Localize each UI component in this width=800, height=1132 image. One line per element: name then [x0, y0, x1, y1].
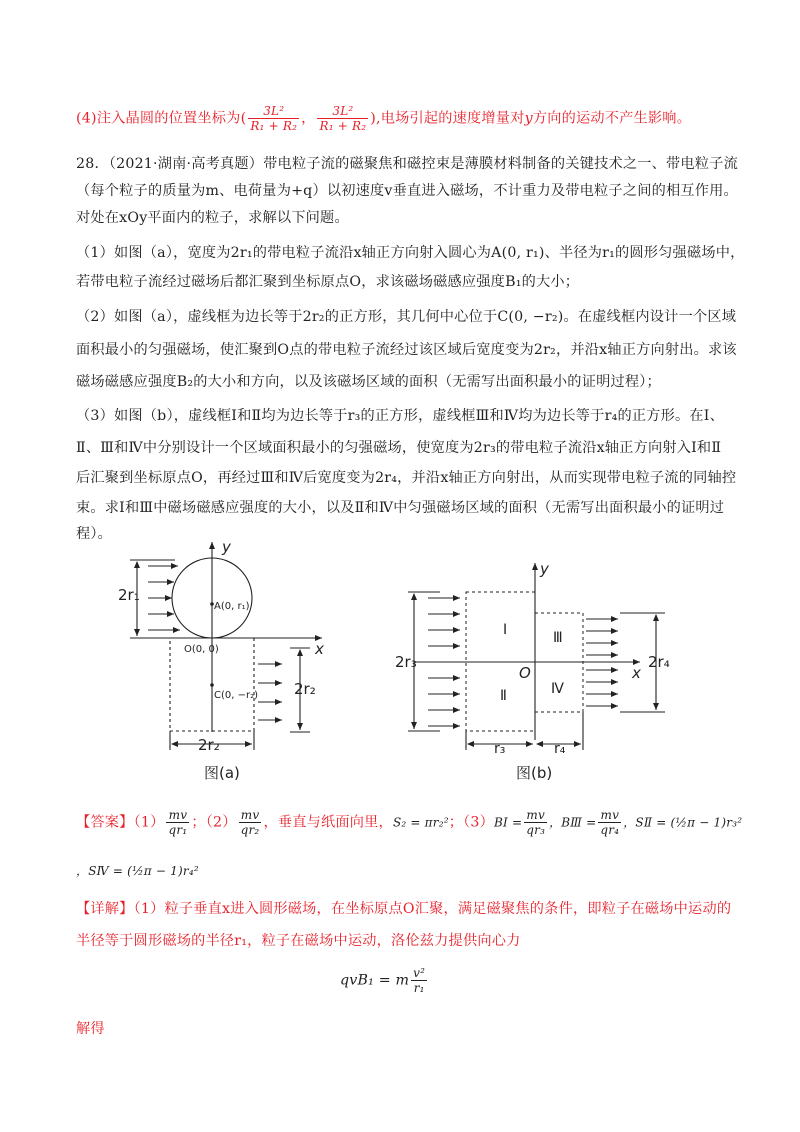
- problem-line-13: 程）。: [76, 526, 113, 542]
- answer-line-2: ，SⅣ = (½π − 1)r₄²: [76, 864, 199, 878]
- problem-line-1: 28．（2021·湖南·高考真题）带电粒子流的磁聚焦和磁控束是薄膜材料制备的关键技术之一、带电粒子流: [76, 156, 738, 172]
- fig-a-bottom-label: 2r₂: [198, 736, 220, 754]
- fig-b-x-label: x: [632, 664, 641, 682]
- fig-a-x-label: x: [315, 640, 324, 658]
- fig-b-region-iii: Ⅲ: [553, 630, 563, 646]
- fig-b-left-label: 2r₃: [395, 653, 417, 671]
- fig-b-region-iv: Ⅳ: [551, 681, 564, 697]
- detail-tag: 【详解】: [76, 901, 134, 917]
- fig-b-region-ii: Ⅱ: [500, 688, 507, 704]
- problem-line-7: 面积最小的匀强磁场，使汇聚到O点的带电粒子流经过该区域后宽度变为2r₂，并沿x轴正方向射出。求该: [76, 342, 737, 358]
- fraction: $\frac{mv}{\text{qr₁}}$: [168, 808, 188, 837]
- fig-a-width-label: 2r₁: [118, 586, 140, 604]
- problem-line-11: 后汇聚到坐标原点O，再经过Ⅲ和Ⅳ后宽度变为2r₄，并沿x轴正方向射出，从而实现带电粒子流的同轴控: [76, 470, 737, 486]
- fig-a-caption: 图(a): [204, 764, 240, 782]
- problem-line-2: （每个粒子的质量为m、电荷量为+q）以初速度v垂直进入磁场，不计重力及带电粒子之间的相互作用。: [76, 183, 738, 199]
- fig-b-right-label: 2r₄: [648, 653, 670, 671]
- fig-a-point-a: A(0, r₁): [214, 601, 250, 612]
- fraction: $\frac{\text{3L²}}{\text{R₁ + R₂}}$: [250, 104, 298, 133]
- answer-tag: 【答案】: [76, 814, 134, 831]
- fig-b-y-label: y: [540, 560, 549, 578]
- fig-a-right-label: 2r₂: [294, 680, 316, 698]
- problem-line-4: （1）如图（a），宽度为2r₁的带电粒子流沿x轴正方向射入圆心为A(0, r₁)、半径为r₁的圆形匀强磁场中，: [76, 245, 745, 261]
- problem-line-9: （3）如图（b），虚线框Ⅰ和Ⅱ均为边长等于r₃的正方形，虚线框Ⅲ和Ⅳ均为边长等于r₄的正方形。在Ⅰ、: [76, 408, 724, 424]
- problem-line-8: 磁场磁感应强度B₂的大小和方向，以及该磁场区域的面积（无需写出面积最小的证明过程）；: [76, 374, 661, 390]
- problem-line-12: 束。求Ⅰ和Ⅲ中磁场磁感应强度的大小，以及Ⅱ和Ⅳ中匀强磁场区域的面积（无需写出面积最小的证明过: [76, 500, 725, 516]
- figure-b: [395, 550, 680, 790]
- problem-line-3: 对处在xOy平面内的粒子，求解以下问题。: [76, 210, 349, 226]
- fraction: $\frac{mv}{\text{qr₃}}$: [526, 808, 546, 837]
- fig-b-caption: 图(b): [516, 764, 553, 782]
- fig-b-r3-label: r₃: [494, 741, 506, 757]
- fig-b-region-i: Ⅰ: [503, 622, 508, 638]
- problem-line-5: 若带电粒子流经过磁场后都汇聚到坐标原点O，求该磁场磁感应强度B₁的大小；: [76, 274, 580, 290]
- figure-a: [120, 535, 340, 785]
- fig-a-y-label: y: [222, 538, 231, 556]
- detail-line-1: 【详解】（1）粒子垂直x进入圆形磁场，在坐标原点O汇聚，满足磁聚焦的条件，即粒子在磁场中运动的: [76, 901, 732, 917]
- detail-line-3: 解得: [76, 1021, 105, 1037]
- detail-line-2: 半径等于圆形磁场的半径r₁，粒子在磁场中运动，洛伦兹力提供向心力: [76, 933, 521, 949]
- prev-answer-line: (4)注入晶圆的位置坐标为( $\frac{\text{3L²}}{\text{R₁ + R₂}}$ ， $\frac{\text{3L²}}{\text{R₁ + R₂}}$ ),电场引起的速度增量对y方向的运动不产生影响。: [76, 104, 692, 133]
- fig-b-origin: O: [519, 664, 531, 682]
- problem-line-6: （2）如图（a），虚线框为边长等于2r₂的正方形，其几何中心位于C(0, −r₂)。在虚线框内设计一个区域: [76, 309, 737, 325]
- fig-a-point-c: C(0, −r₂): [214, 690, 259, 701]
- answer-line-1: 【答案】（1） $\frac{mv}{\text{qr₁}}$ ；（2） $\frac{mv}{\text{qr₂}}$ ，垂直与纸面向里，S₂ = πr₂²；（3）BⅠ = $\frac{mv}{\text{qr₃}}$ ，BⅢ = $\frac{mv}{\text{qr₄}}$ ，SⅡ = (½π − 1)r₃²: [76, 808, 743, 837]
- fig-b-r4-label: r₄: [554, 741, 566, 757]
- problem-line-10: Ⅱ、Ⅲ和Ⅳ中分别设计一个区域面积最小的匀强磁场，使宽度为2r₃的带电粒子流沿x轴正方向射入Ⅰ和Ⅱ: [76, 440, 722, 456]
- detail-equation: qvB₁ = m $\frac{\text{v²}}{\text{r₁}}$: [340, 966, 426, 995]
- fraction: $\frac{\text{3L²}}{\text{R₁ + R₂}}$: [319, 104, 367, 133]
- fraction: $\frac{\text{v²}}{\text{r₁}}$: [413, 966, 426, 995]
- fraction: $\frac{mv}{\text{qr₄}}$: [600, 808, 620, 837]
- prev-answer-text: (4)注入晶圆的位置坐标为(: [76, 110, 247, 127]
- fig-a-origin: O(0, 0): [184, 644, 219, 655]
- fraction: $\frac{mv}{\text{qr₂}}$: [240, 808, 260, 837]
